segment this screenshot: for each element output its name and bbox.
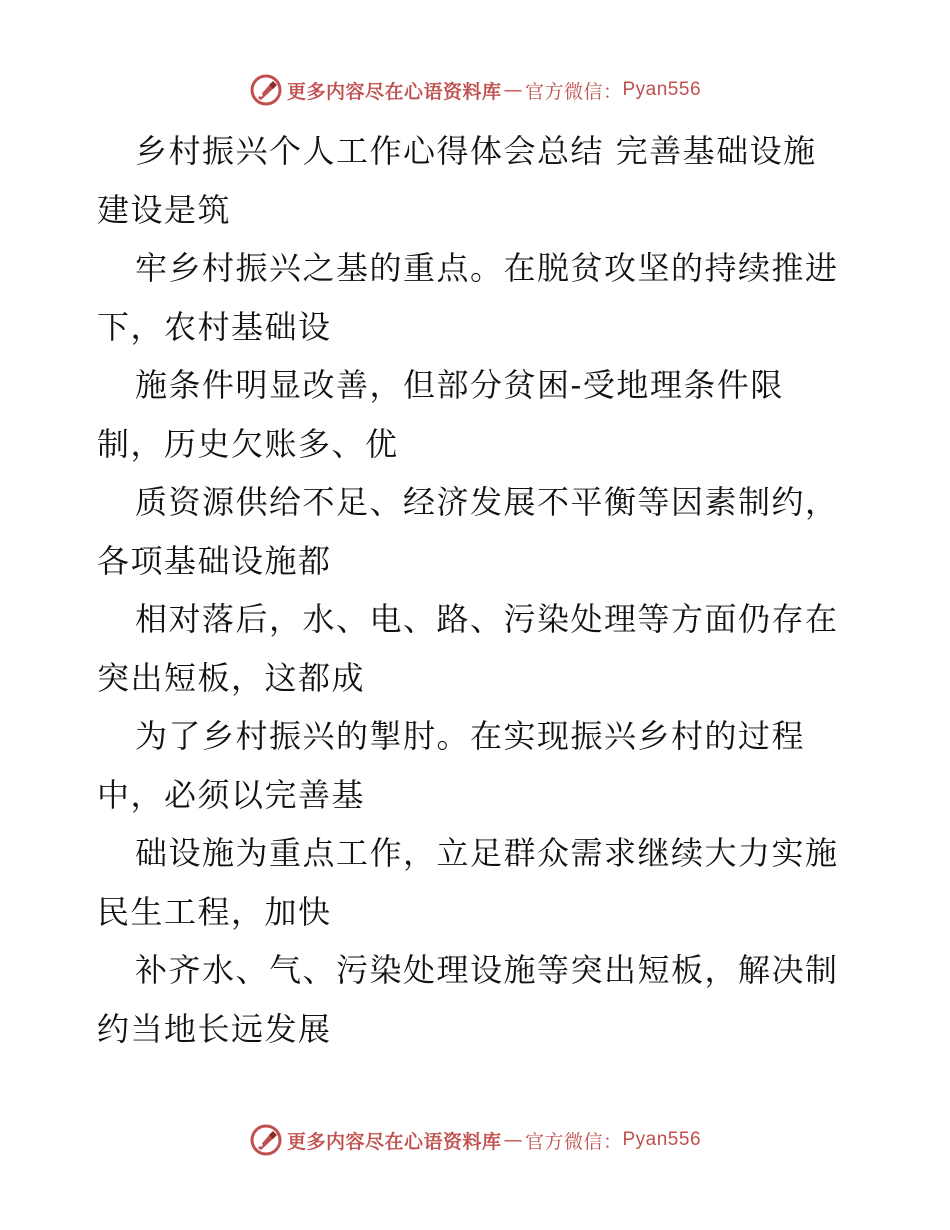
- header-banner: [0, 70, 950, 110]
- document-line: 突出短板，这都成: [97, 658, 366, 697]
- document-line: 础设施为重点工作，立足群众需求继续大力实施: [135, 834, 839, 872]
- document-line: 建设是筑: [97, 190, 232, 229]
- footer-banner: [0, 1120, 950, 1160]
- banner-wechat-id: Pyan556: [622, 1129, 702, 1150]
- document-line: 下，农村基础设: [97, 307, 332, 346]
- document-line: 为了乡村振兴的掣肘。在实现振兴乡村的过程: [135, 717, 806, 755]
- document-line: 相对落后，水、电、路、污染处理等方面仍存在: [135, 600, 839, 638]
- banner-contact-label: 官方微信：: [524, 80, 623, 103]
- document-line: 牢乡村振兴之基的重点。在脱贫攻坚的持续推进: [135, 249, 839, 287]
- banner-contact-label: 官方微信：: [524, 1130, 623, 1153]
- document-line: 民生工程，加快: [97, 892, 332, 931]
- banner-wechat-id: Pyan556: [622, 79, 702, 100]
- document-line: 制，历史欠账多、优: [97, 424, 399, 463]
- pen-nib-logo-icon: [249, 73, 283, 107]
- pen-nib-logo-icon: [249, 1123, 283, 1157]
- document-body: [97, 122, 877, 1058]
- document-line: 乡村振兴个人工作心得体会总结 完善基础设施: [135, 132, 817, 170]
- banner-brand-text: 更多内容尽在心语资料库: [286, 1130, 502, 1153]
- banner-dash: —: [503, 79, 523, 101]
- document-line: 约当地长远发展: [97, 1009, 332, 1048]
- document-line: 补齐水、气、污染处理设施等突出短板，解决制: [135, 951, 839, 989]
- document-line: 各项基础设施都: [97, 541, 332, 580]
- document-line: 质资源供给不足、经济发展不平衡等因素制约，: [135, 483, 839, 521]
- document-line: 施条件明显改善，但部分贫困-受地理条件限: [135, 366, 784, 404]
- document-line: 中，必须以完善基: [97, 775, 366, 814]
- banner-dash: —: [503, 1129, 523, 1151]
- banner-brand-text: 更多内容尽在心语资料库: [286, 80, 502, 103]
